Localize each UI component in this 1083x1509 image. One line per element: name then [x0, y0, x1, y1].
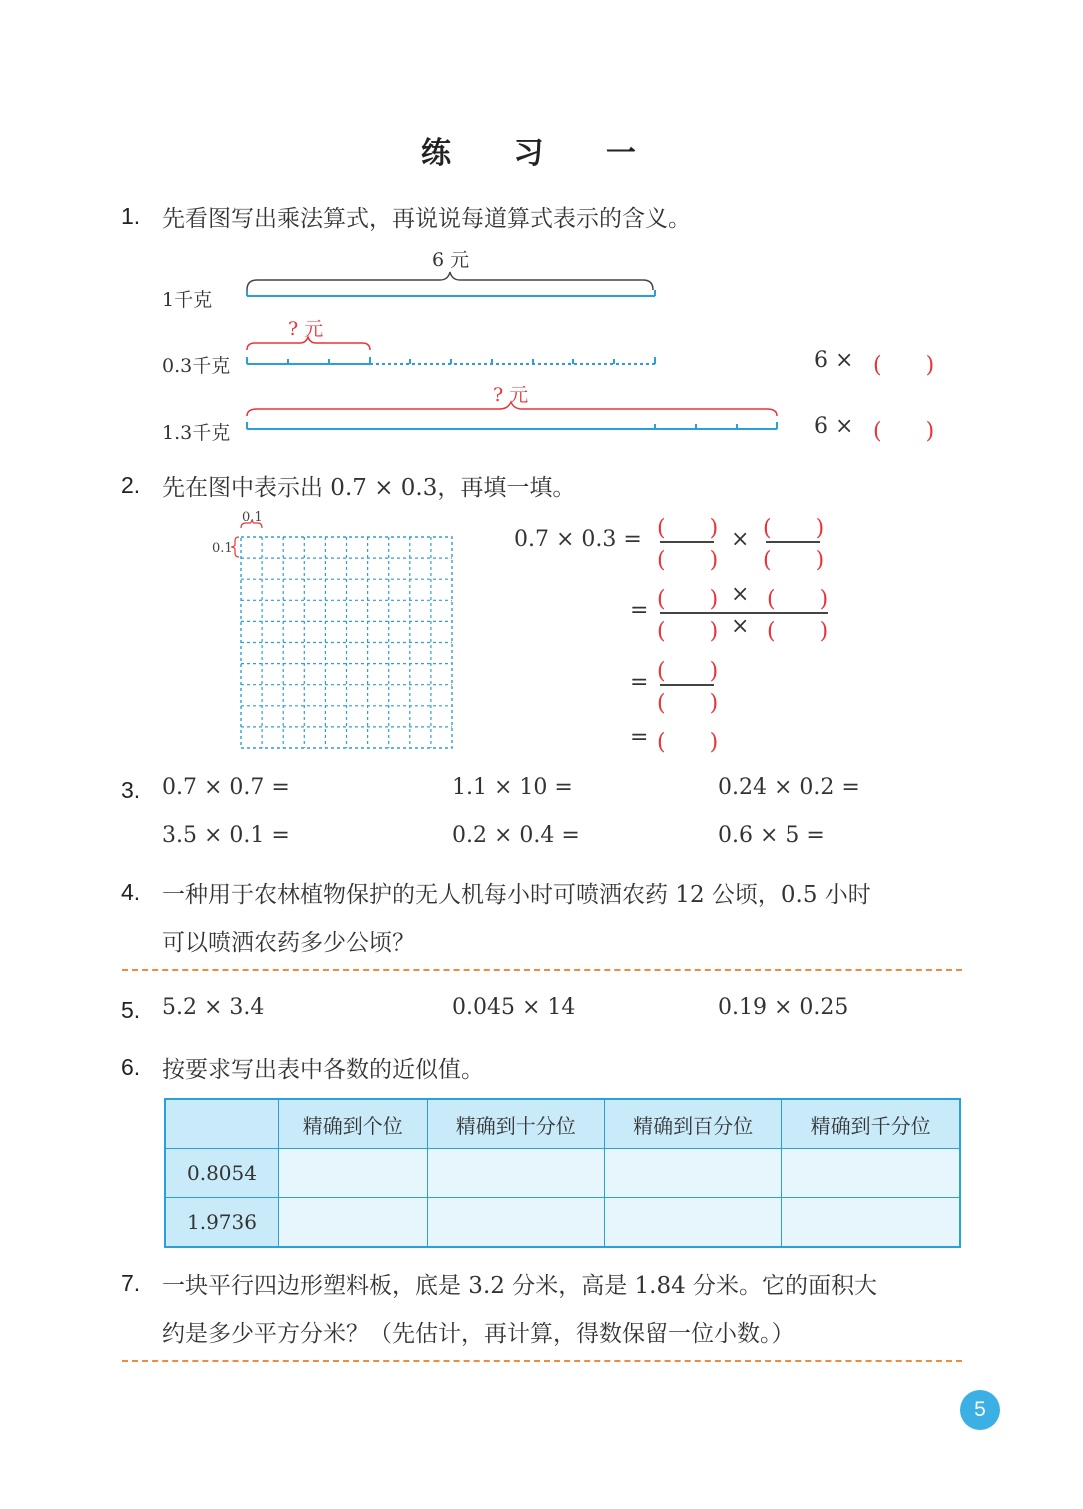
q7-number: 7. — [121, 1270, 141, 1296]
table-cell[interactable] — [427, 1149, 604, 1198]
q2-f1-num[interactable]: ( ) — [657, 516, 719, 541]
q3-item: 3.5 × 0.1 = — [162, 823, 290, 848]
q1-row2-brace — [247, 337, 370, 350]
q5-item: 0.19 × 0.25 — [718, 995, 849, 1020]
q1-expr-b: 6 × — [814, 414, 854, 439]
q2-lhs: 0.7 × 0.3 = — [514, 527, 642, 552]
q1-number: 1. — [121, 203, 141, 229]
q4-line2: 可以喷洒农药多少公顷？ — [162, 930, 415, 956]
q3-item: 0.7 × 0.7 = — [162, 775, 290, 800]
q1-expr-a: 6 × — [814, 348, 854, 373]
q1-row3-brace — [247, 402, 777, 416]
q7-line1: 一块平行四边形塑料板，底是 3.2 分米，高是 1.84 分米。它的面积大 — [162, 1273, 878, 1299]
q2-l4-blank[interactable]: ( ) — [657, 730, 719, 755]
q1-row2-brace-label: ? 元 — [288, 318, 324, 340]
table-cell[interactable] — [604, 1198, 781, 1248]
table-row-label: 0.8054 — [165, 1149, 279, 1198]
q2-f2-den[interactable]: ( ) — [763, 548, 825, 573]
q2-f2-num[interactable]: ( ) — [763, 516, 825, 541]
q2-l3-den[interactable]: ( ) — [657, 691, 719, 716]
page-title: 练 习 一 — [421, 136, 662, 171]
table-cell[interactable] — [279, 1149, 428, 1198]
q1-row3-brace-label: ? 元 — [493, 384, 529, 406]
q5-item: 5.2 × 3.4 — [162, 995, 265, 1020]
q4-number: 4. — [121, 879, 141, 905]
q1-row2-label: 0.3千克 — [162, 355, 231, 377]
table-header-cell: 精确到十分位 — [427, 1099, 604, 1149]
q6-text: 按要求写出表中各数的近似值。 — [162, 1057, 484, 1083]
q5-number: 5. — [121, 997, 141, 1023]
q1-diagram — [0, 0, 1083, 460]
q6-number: 6. — [121, 1054, 141, 1080]
q3-number: 3. — [121, 777, 141, 803]
q2-grid-top-label: 0.1 — [242, 510, 263, 525]
q2-l2-den-b[interactable]: ( ) — [767, 619, 829, 644]
page-number: 5 — [960, 1390, 1000, 1430]
q5-item: 0.045 × 14 — [452, 995, 576, 1020]
table-row — [165, 1149, 960, 1198]
q2-times-1: × — [731, 527, 750, 552]
q3-item: 1.1 × 10 = — [452, 775, 573, 800]
q2-eq-3: = — [630, 670, 649, 695]
q2-l2-den-a[interactable]: ( ) — [657, 619, 719, 644]
table-row-label: 1.9736 — [165, 1198, 279, 1248]
q1-row3-label: 1.3千克 — [162, 422, 231, 444]
q1-top-brace — [247, 272, 653, 290]
q3-item: 0.24 × 0.2 = — [718, 775, 860, 800]
q2-l2-num-a[interactable]: ( ) — [657, 587, 719, 612]
table-cell[interactable] — [782, 1198, 960, 1248]
q7-line2: 约是多少平方分米？（先估计，再计算，得数保留一位小数。） — [162, 1321, 795, 1347]
q3-item: 0.6 × 5 = — [718, 823, 825, 848]
q1-top-label: 6 元 — [432, 249, 470, 271]
q1-text: 先看图写出乘法算式，再说说每道算式表示的含义。 — [162, 206, 691, 232]
q3-item: 0.2 × 0.4 = — [452, 823, 580, 848]
q2-f1-den[interactable]: ( ) — [657, 548, 719, 573]
table-header-cell: 精确到千分位 — [782, 1099, 960, 1149]
q1-blank-a[interactable]: ( ) — [873, 353, 935, 378]
table-header-cell: 精确到百分位 — [604, 1099, 781, 1149]
table-row — [165, 1198, 960, 1248]
q2-l2-times-num: × — [731, 582, 750, 607]
table-cell[interactable] — [604, 1149, 781, 1198]
table-cell[interactable] — [427, 1198, 604, 1248]
q4-answer-line[interactable] — [122, 969, 962, 971]
table-cell[interactable] — [782, 1149, 960, 1198]
q7-answer-line[interactable] — [122, 1360, 962, 1362]
table-header-row — [165, 1099, 960, 1149]
table-header-cell — [165, 1099, 279, 1149]
q2-l3-num[interactable]: ( ) — [657, 659, 719, 684]
table-header-cell: 精确到个位 — [279, 1099, 428, 1149]
table-cell[interactable] — [279, 1198, 428, 1248]
q2-grid-side-label: 0.1 — [212, 541, 233, 556]
q2-l2-times-den: × — [731, 614, 750, 639]
approx-table — [164, 1098, 961, 1248]
q2-eq-4: = — [630, 725, 649, 750]
q2-l2-num-b[interactable]: ( ) — [767, 587, 829, 612]
q2-grid[interactable] — [230, 520, 460, 755]
q1-blank-b[interactable]: ( ) — [873, 419, 935, 444]
q2-eq-2: = — [630, 598, 649, 623]
q2-number: 2. — [121, 472, 141, 498]
q4-line1: 一种用于农林植物保护的无人机每小时可喷洒农药 12 公顷，0.5 小时 — [162, 882, 871, 908]
q1-row1-label: 1千克 — [162, 289, 213, 311]
q2-text: 先在图中表示出 0.7 × 0.3，再填一填。 — [162, 475, 576, 501]
